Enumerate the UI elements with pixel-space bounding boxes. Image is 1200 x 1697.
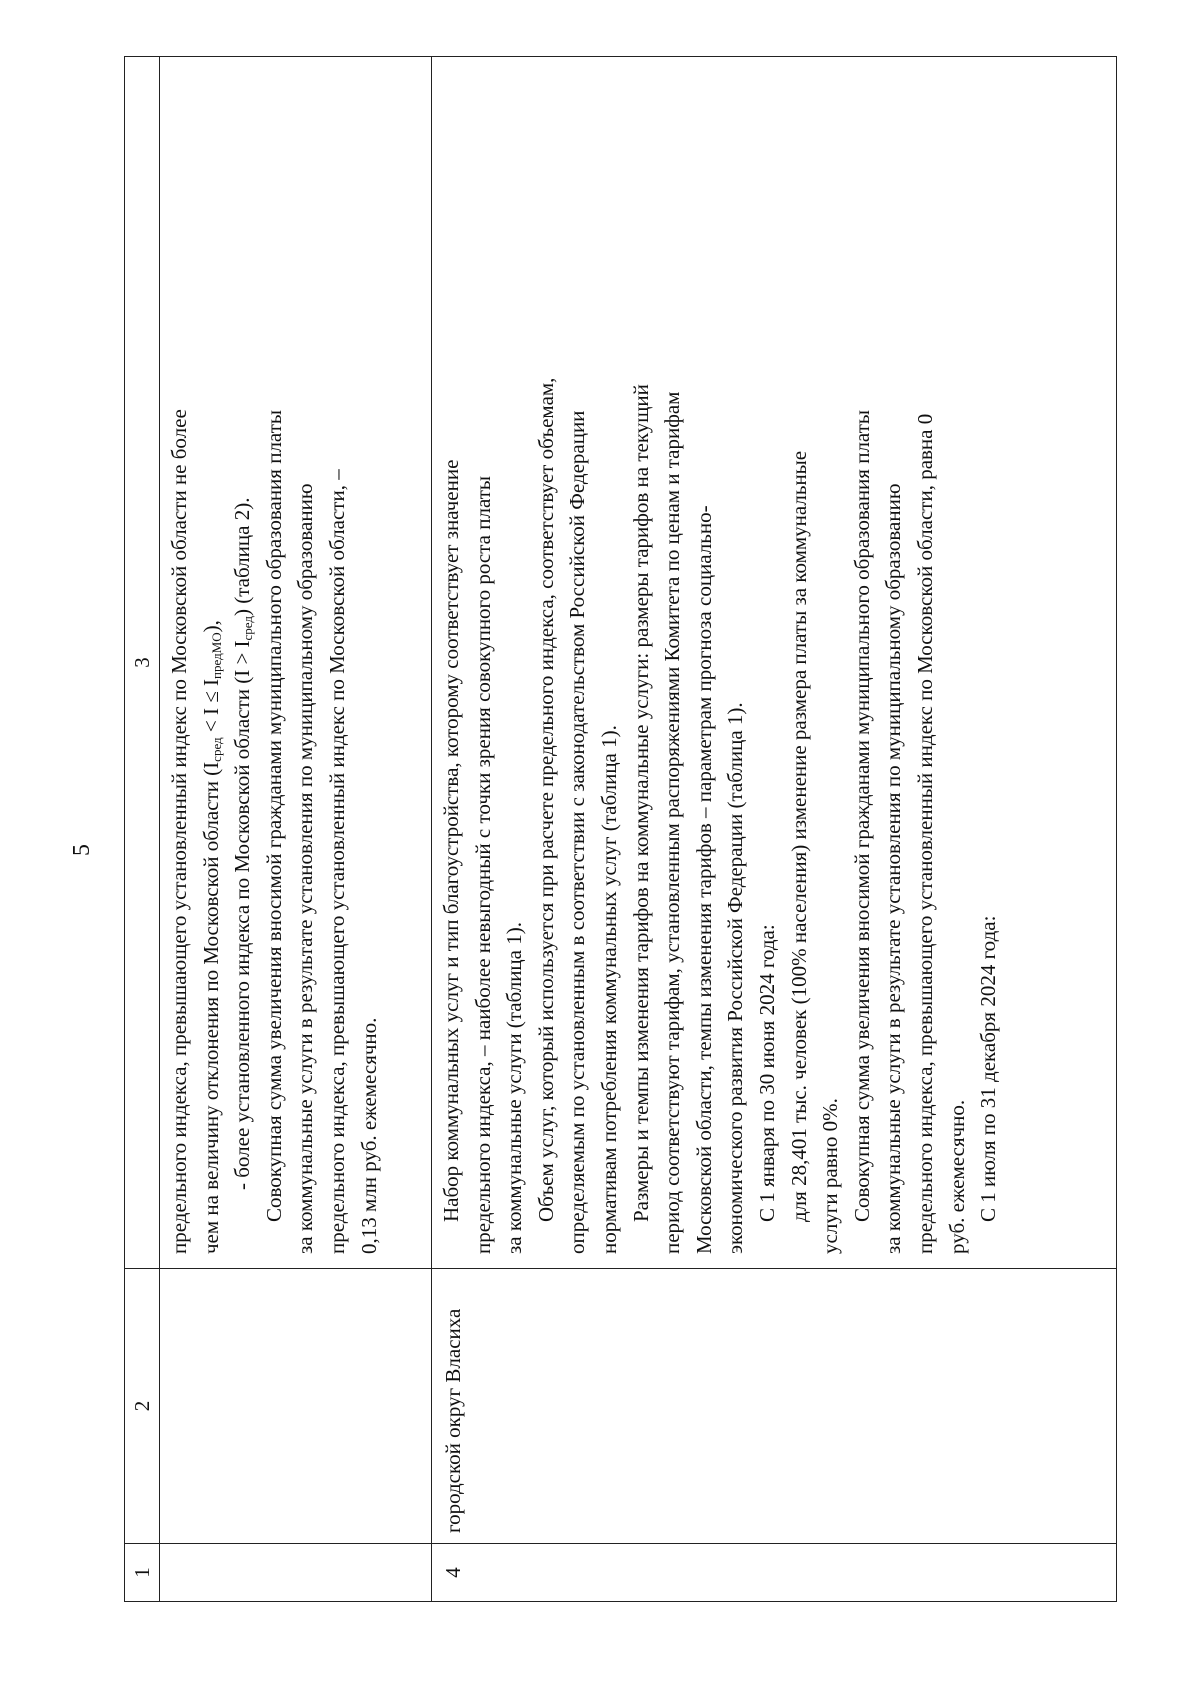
text-line-deviation [196,65,228,1254]
text-line: предельного индекса, превышающего установленный индекс по Московской области не более [167,409,191,1254]
text-line: 0,13 млн руб. ежемесячно. [356,1017,381,1254]
text-fragment: < I ≤ I [198,678,223,738]
data-table [124,56,1117,1602]
cell-number [160,1544,432,1602]
text-line: нормативам потребления коммунальных услуг (таблица 1). [596,725,621,1254]
text-fragment: ), [198,620,223,633]
text-line: С 1 июля по 31 декабря 2024 года: [976,915,1001,1222]
header-col-1: 1 [125,1544,160,1602]
text-line-above-avg [227,65,259,1254]
text-line: экономического развития Российской Федерации (таблица 1). [723,702,748,1254]
text-fragment: - более установленного индекса по Московской области (I > I [230,640,255,1190]
table-header-row [125,57,160,1602]
text-line: за коммунальные услуги в результате установления по муниципальному образованию [293,483,318,1254]
table-row-4 [432,57,1117,1602]
cell-municipality: городской округ Власиха [432,1269,1117,1544]
cell-description [160,57,432,1269]
cell-description [432,57,1117,1269]
text-line: Совокупная сумма увеличения вносимой гражданами муниципального образования платы [261,410,286,1222]
text-line: определяемым по установленным в соответствии с законодательством Российской Федерации [565,410,590,1254]
rotated-table-container [124,57,1117,1602]
page-number: 5 [69,844,95,856]
table-row-continued [160,57,432,1602]
text-line: за коммунальные услуги (таблица 1). [502,922,527,1254]
text-line: для 28,401 тыс. человек (100% населения) изменение размера платы за коммунальные [786,450,811,1222]
cell-number: 4 [432,1544,1117,1602]
subscript: предМО [208,632,224,679]
text-line: Набор коммунальных услуг и тип благоустройства, которому соответствует значение [439,459,463,1222]
subscript: сред [208,737,224,762]
subscript: сред [240,615,256,641]
text-line: предельного индекса, превышающего установленный индекс по Московской области, равна 0 [912,413,937,1254]
text-line: Размеры и темпы изменения тарифов на коммунальные услуги: размеры тарифов на текущий [628,384,653,1222]
header-col-2: 2 [125,1269,160,1544]
text-line: за коммунальные услуги в результате установления по муниципальному образованию [881,483,906,1254]
text-line: Московской области, темпы изменения тарифов – параметрам прогноза социально- [691,505,716,1254]
text-fragment: чем на величину отклонения по Московской области (I [198,761,223,1254]
text-line: предельного индекса, превышающего установленный индекс по Московской области, – [324,469,349,1254]
text-fragment: ) (таблица 2). [230,497,255,616]
cell-municipality [160,1269,432,1544]
text-line: руб. ежемесячно. [944,1099,969,1254]
text-line: Совокупная сумма увеличения вносимой гражданами муниципального образования платы [849,410,874,1222]
text-line: Объем услуг, который используется при расчете предельного индекса, соответствует объемам, [533,377,558,1222]
header-col-3: 3 [125,57,160,1269]
text-line: период соответствуют тарифам, установленным распоряжениями Комитета по ценам и тарифам [660,391,685,1254]
text-line: предельного индекса, – наиболее невыгодный с точки зрения совокупного роста платы [470,475,495,1254]
text-line: услуги равно 0%. [818,1098,843,1254]
text-line: С 1 января по 30 июня 2024 года: [754,924,779,1222]
